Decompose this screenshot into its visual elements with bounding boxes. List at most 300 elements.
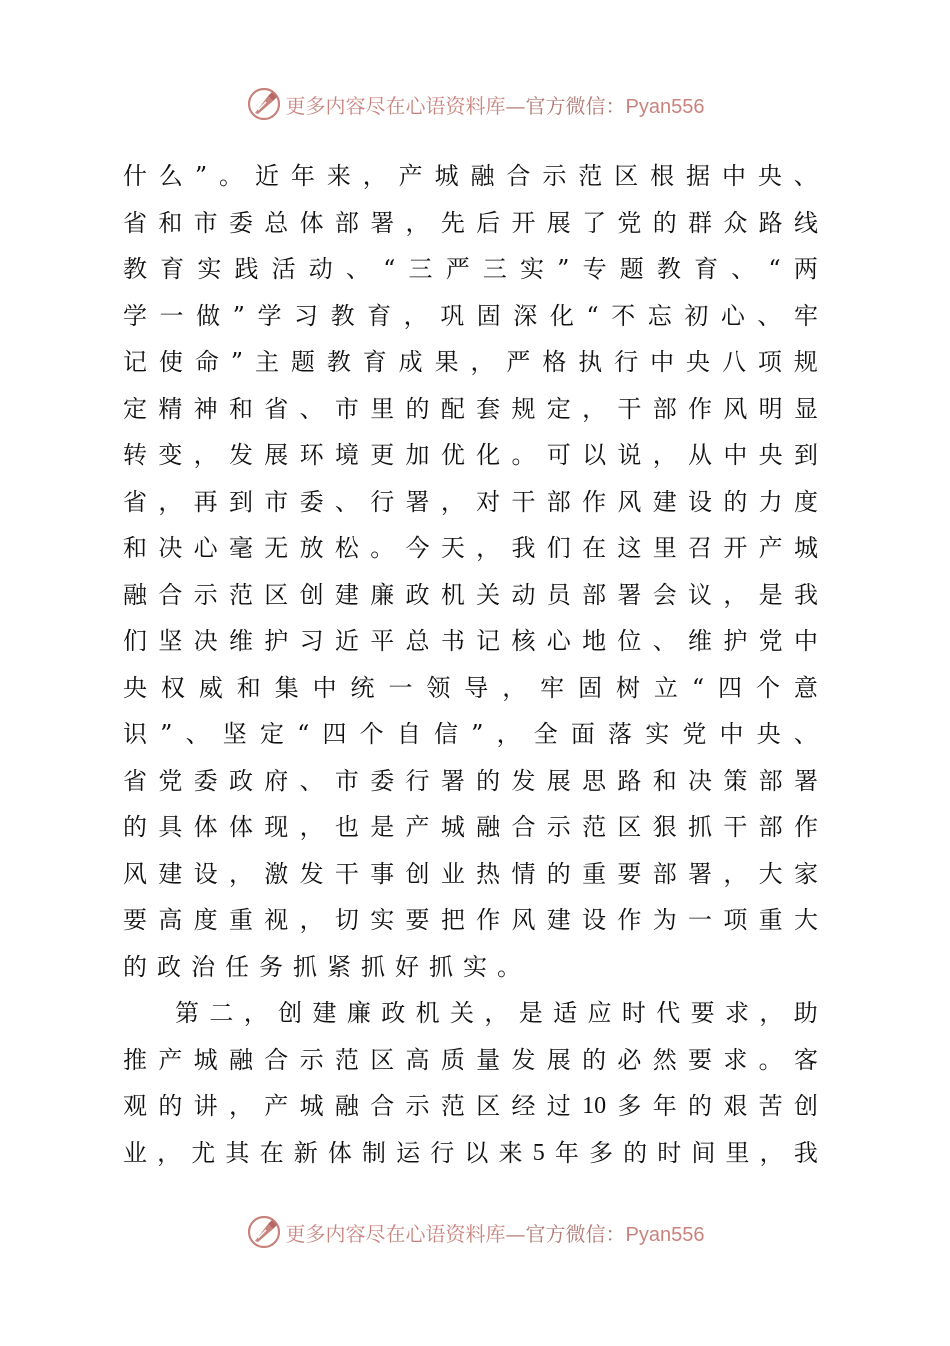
text-char: 动 xyxy=(308,255,333,283)
text-char: ， xyxy=(476,534,501,562)
text-char: 育 xyxy=(694,255,719,283)
text-char: 业 xyxy=(123,1138,147,1167)
text-char: 更 xyxy=(370,441,395,469)
text-char: 央 xyxy=(758,441,783,469)
text-char: 具 xyxy=(158,813,183,841)
text-char: 领 xyxy=(426,673,451,702)
text-char: 省 xyxy=(123,487,147,516)
text-char: 权 xyxy=(160,673,185,702)
text-char: 区 xyxy=(617,813,642,841)
text-char: 范 xyxy=(228,580,253,609)
text-char: 区 xyxy=(614,162,639,190)
text-char: 省 xyxy=(123,766,147,795)
text-char: 我 xyxy=(793,1138,818,1167)
text-char: 中 xyxy=(723,441,748,469)
text-char: 。 xyxy=(758,1045,783,1074)
text-char: 、 xyxy=(185,720,210,748)
text-char: 里 xyxy=(370,394,395,423)
text-char: 区 xyxy=(476,1092,501,1120)
text-char: 市 xyxy=(334,766,359,795)
text-line xyxy=(123,758,818,805)
text-char: 什 xyxy=(123,162,147,190)
text-char: 热 xyxy=(476,859,501,888)
text-char: 中 xyxy=(793,627,818,655)
text-char: 我 xyxy=(511,534,536,562)
text-char: 、 xyxy=(652,627,677,655)
text-char: 部 xyxy=(334,208,359,237)
text-char: ， xyxy=(362,162,387,190)
text-char: 心 xyxy=(193,534,218,562)
text-char: 产 xyxy=(264,1092,289,1120)
text-char: 初 xyxy=(684,301,709,330)
text-line xyxy=(123,200,818,247)
text-char: 署 xyxy=(370,208,395,237)
banner-separator: — xyxy=(505,93,526,118)
text-char: 四 xyxy=(322,720,347,748)
text-char: 现 xyxy=(264,813,289,841)
text-char: 建 xyxy=(312,999,337,1027)
text-char: 四 xyxy=(718,673,743,702)
text-char: ， xyxy=(403,301,428,330)
text-char: 地 xyxy=(582,627,607,655)
banner-main-text: 更多内容尽在心语资料库 xyxy=(285,1221,506,1246)
text-char: 发 xyxy=(228,441,253,469)
text-char: ” xyxy=(557,255,570,283)
text-char: 召 xyxy=(688,534,712,562)
text-char: 三 xyxy=(408,255,433,283)
text-char: 动 xyxy=(511,580,536,609)
text-char: 教 xyxy=(656,255,681,283)
text-char: 新 xyxy=(293,1138,318,1167)
text-char: 抓 xyxy=(293,952,317,981)
text-char: 习 xyxy=(294,301,319,330)
text-char: 高 xyxy=(158,906,183,934)
text-char: 业 xyxy=(440,859,465,888)
banner-text xyxy=(286,90,705,119)
text-char: 来 xyxy=(498,1138,523,1167)
text-line xyxy=(123,153,818,200)
text-char: 落 xyxy=(608,720,633,748)
text-char: 运 xyxy=(396,1138,421,1167)
text-char: 部 xyxy=(758,766,783,795)
text-char: 二 xyxy=(209,999,234,1027)
banner-wechat-label: 官方微信： xyxy=(525,1221,626,1246)
text-char: 创 xyxy=(299,580,324,609)
text-char: 力 xyxy=(758,487,783,516)
text-char: 家 xyxy=(793,859,818,888)
text-char: 习 xyxy=(299,627,324,655)
text-char: 干 xyxy=(334,859,359,888)
text-char: 必 xyxy=(617,1045,642,1074)
text-char: 一 xyxy=(159,301,184,330)
text-char: 严 xyxy=(506,348,531,376)
text-char: 要 xyxy=(617,859,642,888)
text-char: 规 xyxy=(511,394,536,423)
text-char: 情 xyxy=(511,859,536,888)
text-char: 高 xyxy=(405,1045,430,1074)
text-char: 合 xyxy=(158,580,183,609)
text-char: 和 xyxy=(228,394,253,423)
text-char: 间 xyxy=(691,1138,716,1167)
text-char: 、 xyxy=(757,301,782,330)
text-char: 务 xyxy=(259,952,283,981)
text-char: 导 xyxy=(464,673,489,702)
text-char: 维 xyxy=(688,627,712,655)
text-char: 苦 xyxy=(758,1092,783,1120)
text-line xyxy=(123,804,818,851)
text-char: 建 xyxy=(334,580,359,609)
text-char: 的 xyxy=(688,1092,712,1120)
text-char: ， xyxy=(193,441,218,469)
text-char: 发 xyxy=(511,1045,536,1074)
text-char: 实 xyxy=(645,720,670,748)
text-char: 和 xyxy=(652,766,677,795)
text-char: 委 xyxy=(299,487,324,516)
text-char: “ xyxy=(383,255,396,283)
text-char: 一 xyxy=(388,673,413,702)
text-char: 学 xyxy=(123,301,147,330)
text-char: 风 xyxy=(123,859,147,888)
text-char: 自 xyxy=(396,720,421,748)
text-char: 配 xyxy=(440,394,465,423)
text-char: 、 xyxy=(793,720,818,748)
text-char: 建 xyxy=(652,487,677,516)
text-char: 统 xyxy=(350,673,375,702)
text-line xyxy=(123,665,818,712)
text-char: 体 xyxy=(327,1138,352,1167)
text-char: 策 xyxy=(723,766,748,795)
text-char: 的 xyxy=(476,766,501,795)
text-char: 展 xyxy=(546,766,571,795)
text-char: 格 xyxy=(542,348,567,376)
text-char: 今 xyxy=(405,534,430,562)
text-char: 套 xyxy=(476,394,501,423)
text-char: “ xyxy=(586,301,599,330)
text-char: 里 xyxy=(652,534,677,562)
text-char: 中 xyxy=(650,348,675,376)
text-line xyxy=(123,1037,818,1084)
text-char: 作 xyxy=(793,813,818,841)
text-char: 要 xyxy=(123,906,147,934)
text-char: 来 xyxy=(326,162,351,190)
text-char: 合 xyxy=(370,1092,395,1120)
text-char: 执 xyxy=(578,348,603,376)
text-char: ， xyxy=(484,999,509,1027)
text-char: 坚 xyxy=(222,720,247,748)
text-char: 的 xyxy=(582,1045,607,1074)
text-char: 是 xyxy=(518,999,543,1027)
text-char: 精 xyxy=(158,394,183,423)
text-char: 的 xyxy=(723,487,748,516)
text-char: 中 xyxy=(719,720,744,748)
text-char: 城 xyxy=(299,1092,324,1120)
text-line xyxy=(123,479,818,526)
text-char: 转 xyxy=(123,441,147,469)
text-char: 决 xyxy=(158,534,183,562)
text-char: 党 xyxy=(758,627,783,655)
text-char: 廉 xyxy=(370,580,395,609)
text-char: 市 xyxy=(264,487,289,516)
text-char: 大 xyxy=(758,859,783,888)
text-char: 发 xyxy=(299,859,324,888)
text-char: 全 xyxy=(533,720,558,748)
text-char: 关 xyxy=(450,999,474,1027)
text-char: 议 xyxy=(688,580,712,609)
text-char: 设 xyxy=(582,906,607,934)
text-char: 据 xyxy=(686,162,711,190)
text-char: 重 xyxy=(582,859,607,888)
text-char: 产 xyxy=(398,162,423,190)
text-char: 题 xyxy=(619,255,644,283)
text-char: 产 xyxy=(158,1045,183,1074)
text-line xyxy=(123,897,818,944)
text-char: 产 xyxy=(405,813,430,841)
text-char: 重 xyxy=(758,906,783,934)
text-line xyxy=(123,386,818,433)
text-char: 中 xyxy=(312,673,337,702)
banner-inner xyxy=(246,1214,705,1250)
text-char: 央 xyxy=(123,673,147,702)
text-char: 讲 xyxy=(193,1092,218,1120)
text-char: 也 xyxy=(334,813,359,841)
text-char: 部 xyxy=(652,394,677,423)
text-char: ， xyxy=(502,673,527,702)
text-char: 制 xyxy=(361,1138,386,1167)
text-char: 八 xyxy=(721,348,746,376)
text-char: 规 xyxy=(793,348,818,376)
text-char: ” xyxy=(232,301,245,330)
text-char: 量 xyxy=(476,1045,501,1074)
text-line xyxy=(123,711,818,758)
text-char: 定 xyxy=(546,394,571,423)
text-char: 示 xyxy=(542,162,567,190)
text-char: 抓 xyxy=(688,813,712,841)
text-char: 决 xyxy=(688,766,712,795)
text-char: 创 xyxy=(405,859,430,888)
text-char: 做 xyxy=(196,301,221,330)
text-char: 融 xyxy=(334,1092,359,1120)
text-line xyxy=(123,1130,818,1177)
text-char: 委 xyxy=(370,766,395,795)
text-char: 和 xyxy=(158,208,183,237)
text-char: 把 xyxy=(440,906,465,934)
text-char: 示 xyxy=(405,1092,430,1120)
text-char: 这 xyxy=(617,534,642,562)
text-char: 路 xyxy=(617,766,642,795)
banner-separator: — xyxy=(505,1221,526,1246)
text-char: 和 xyxy=(123,534,147,562)
text-char: ， xyxy=(228,1092,253,1120)
text-char: 设 xyxy=(193,859,218,888)
text-char: 干 xyxy=(511,487,536,516)
text-char: 定 xyxy=(123,394,147,423)
text-char: 治 xyxy=(191,952,215,981)
text-char: 示 xyxy=(193,580,218,609)
text-char: 学 xyxy=(257,301,282,330)
text-char: ， xyxy=(243,999,268,1027)
text-char: 护 xyxy=(264,627,289,655)
text-line xyxy=(123,944,818,991)
text-char: 。 xyxy=(219,162,244,190)
text-char: 部 xyxy=(546,487,571,516)
text-char: 城 xyxy=(793,534,818,562)
text-char: 区 xyxy=(264,580,289,609)
text-char: 政 xyxy=(381,999,406,1027)
text-char: 范 xyxy=(334,1045,359,1074)
text-char: 思 xyxy=(582,766,607,795)
text-char: 坚 xyxy=(158,627,183,655)
text-char: “ xyxy=(297,720,310,748)
text-char: 好 xyxy=(395,952,419,981)
text-char: 的 xyxy=(623,1138,648,1167)
text-char: 里 xyxy=(725,1138,750,1167)
text-char: 年 xyxy=(290,162,315,190)
text-char: “ xyxy=(691,673,705,702)
text-char: 央 xyxy=(756,720,781,748)
text-char: 中 xyxy=(721,162,746,190)
text-char: 题 xyxy=(290,348,315,376)
text-char: 立 xyxy=(653,673,678,702)
text-line xyxy=(123,851,818,898)
text-char: 心 xyxy=(720,301,745,330)
text-char: 5 xyxy=(532,1139,545,1166)
text-char: 关 xyxy=(476,580,501,609)
text-char: 们 xyxy=(123,627,147,655)
text-char: 近 xyxy=(254,162,279,190)
text-char: 干 xyxy=(723,813,748,841)
text-char: 教 xyxy=(326,348,351,376)
text-char: 可 xyxy=(546,441,571,469)
text-char: 使 xyxy=(158,348,183,376)
text-char: 然 xyxy=(652,1045,677,1074)
text-char: 设 xyxy=(688,487,712,516)
text-char: 位 xyxy=(617,627,642,655)
text-char: 环 xyxy=(299,441,324,469)
footer-banner xyxy=(0,1212,950,1252)
text-char: 客 xyxy=(793,1045,818,1074)
text-char: ， xyxy=(723,580,748,609)
text-char: ， xyxy=(582,394,607,423)
text-char: 成 xyxy=(398,348,423,376)
text-char: 抓 xyxy=(429,952,453,981)
text-char: 意 xyxy=(793,673,818,702)
text-char: 作 xyxy=(582,487,607,516)
text-char: 作 xyxy=(476,906,501,934)
text-char: 。 xyxy=(511,441,536,469)
text-char: 重 xyxy=(228,906,253,934)
text-char: 以 xyxy=(464,1138,489,1167)
text-char: 政 xyxy=(405,580,430,609)
text-char: ， xyxy=(299,906,324,934)
text-char: 记 xyxy=(123,348,147,376)
text-char: 、 xyxy=(731,255,756,283)
text-char: 党 xyxy=(617,208,642,237)
text-char: 事 xyxy=(370,859,395,888)
text-char: 面 xyxy=(570,720,595,748)
text-char: 任 xyxy=(225,952,249,981)
text-char: 风 xyxy=(617,487,642,516)
text-char: 固 xyxy=(476,301,501,330)
text-char: 们 xyxy=(546,534,571,562)
text-char: 是 xyxy=(758,580,783,609)
text-char: 明 xyxy=(758,394,783,423)
text-char: 要 xyxy=(405,906,430,934)
text-char: 显 xyxy=(793,394,818,423)
text-char: 署 xyxy=(688,859,712,888)
text-char: 政 xyxy=(228,766,253,795)
text-char: 不 xyxy=(611,301,636,330)
text-char: 范 xyxy=(440,1092,465,1120)
text-char: 求 xyxy=(725,999,749,1027)
text-char: 和 xyxy=(236,673,261,702)
text-char: ， xyxy=(496,720,521,748)
text-char: ， xyxy=(158,487,183,516)
text-char: 记 xyxy=(476,627,501,655)
text-char: 委 xyxy=(228,208,253,237)
text-char: 时 xyxy=(621,999,646,1027)
text-char: 融 xyxy=(123,580,147,609)
text-char: 部 xyxy=(582,580,607,609)
text-char: 求 xyxy=(723,1045,748,1074)
text-char: 平 xyxy=(370,627,395,655)
text-char: 。 xyxy=(370,534,395,562)
text-char: 党 xyxy=(682,720,707,748)
text-char: ， xyxy=(759,999,784,1027)
text-char: 个 xyxy=(359,720,384,748)
text-char: 多 xyxy=(588,1138,613,1167)
text-char: ， xyxy=(299,813,324,841)
text-char: 为 xyxy=(652,906,677,934)
text-char: 境 xyxy=(334,441,359,469)
text-char: 党 xyxy=(158,766,183,795)
text-char: 区 xyxy=(370,1045,395,1074)
text-char: 加 xyxy=(405,441,430,469)
text-char: 了 xyxy=(582,208,607,237)
text-char: 忘 xyxy=(647,301,672,330)
text-char: 质 xyxy=(440,1045,465,1074)
text-char: 、 xyxy=(345,255,370,283)
text-char: 开 xyxy=(723,534,748,562)
text-char: 推 xyxy=(123,1045,147,1074)
text-char: 机 xyxy=(415,999,440,1027)
document-body xyxy=(123,153,818,1176)
header-banner xyxy=(0,84,950,124)
text-char: 10 xyxy=(582,1093,607,1119)
text-char: 命 xyxy=(194,348,219,376)
text-char: 再 xyxy=(193,487,218,516)
text-char: 牢 xyxy=(793,301,818,330)
pen-nib-logo-icon xyxy=(246,86,282,122)
text-char: 合 xyxy=(511,813,536,841)
text-char: 果 xyxy=(434,348,459,376)
text-char: 开 xyxy=(511,208,536,237)
text-char: 过 xyxy=(546,1092,571,1120)
text-line xyxy=(123,293,818,340)
text-char: 示 xyxy=(546,813,571,841)
text-line xyxy=(123,246,818,293)
text-char: 度 xyxy=(793,487,818,516)
text-char: 总 xyxy=(264,208,289,237)
text-char: 城 xyxy=(193,1045,218,1074)
text-line xyxy=(123,432,818,479)
text-char: 行 xyxy=(430,1138,455,1167)
text-char: 神 xyxy=(193,394,218,423)
text-char: 树 xyxy=(615,673,640,702)
text-char: 行 xyxy=(370,487,395,516)
text-char: 严 xyxy=(445,255,470,283)
text-char: 巩 xyxy=(440,301,465,330)
text-char: 群 xyxy=(688,208,712,237)
